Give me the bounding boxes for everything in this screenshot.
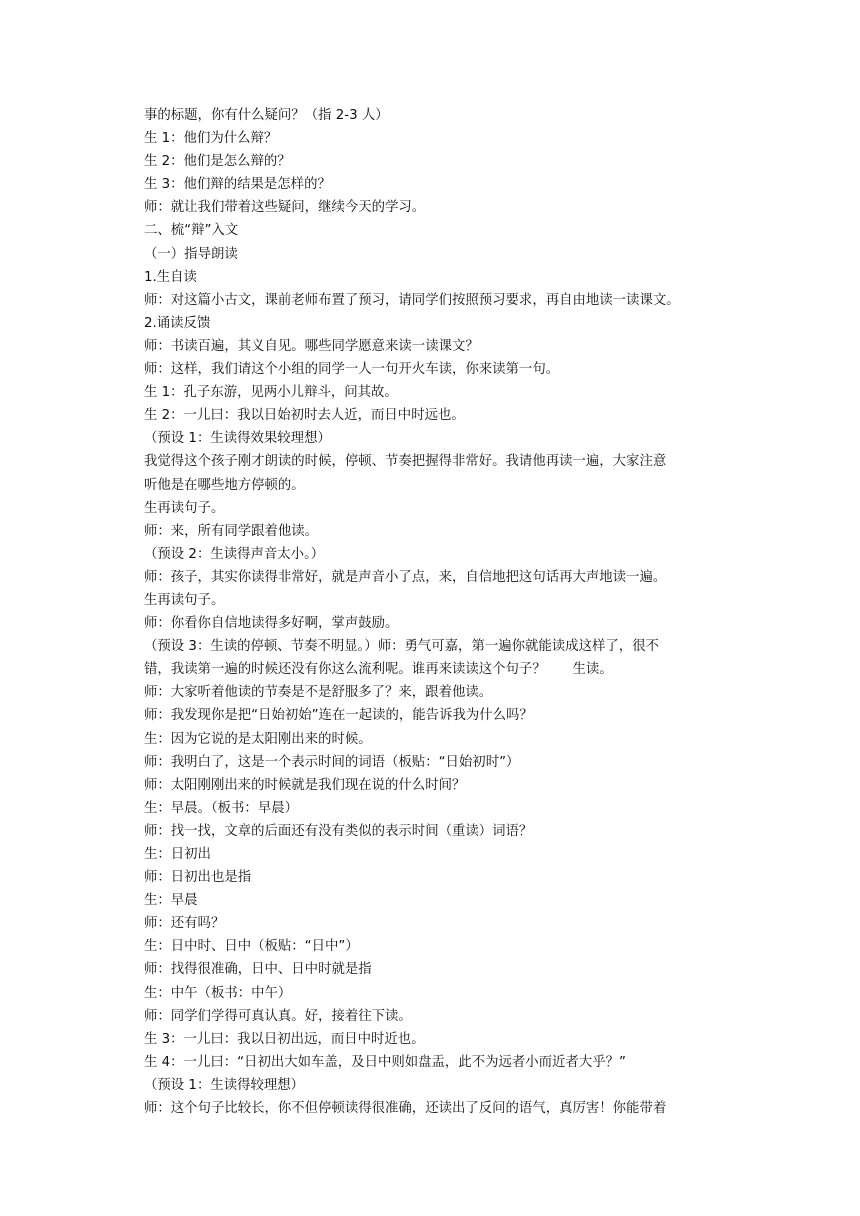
text-line: 错，我读第一遍的时候还没有你这么流利呢。谁再来读读这个句子？ 生读。 (144, 662, 613, 678)
text-line: 生 2：他们是怎么辩的？ (144, 154, 291, 170)
text-line: 师：书读百遍，其义自见。哪些同学愿意来读一读课文？ (144, 338, 479, 354)
text-line: 事的标题，你有什么疑问？（指 2-3 人） (144, 108, 389, 123)
text-line: 生 3：他们辩的结果是怎样的？ (144, 177, 331, 193)
text-line: 师：找一找，文章的后面还有没有类似的表示时间（重读）词语？ (144, 823, 533, 839)
text-line: 师：同学们学得可真认真。好，接着往下读。 (144, 1008, 412, 1024)
text-line: 师：这样，我们请这个小组的同学一人一句开火车读，你来读第一句。 (144, 362, 560, 378)
text-line: 师：我明白了，这是一个表示时间的词语（板贴：“日始初时”） (144, 754, 520, 770)
text-line: （预设 2：生读得声音太小。） (144, 546, 325, 562)
text-line: （预设 3：生读的停顿、节奏不明显。）师：勇气可嘉，第一遍你就能读成这样了，很不 (144, 639, 659, 655)
text-line: 生：中午（板书：中午） (144, 985, 292, 1001)
text-line: 生 1：孔子东游，见两小儿辩斗，问其故。 (144, 385, 398, 401)
step-heading: 1.生自读 (144, 269, 197, 285)
text-line: 师：这个句子比较长，你不但停顿读得很准确，还读出了反问的语气，真厉害！你能带着 (144, 1101, 667, 1117)
step-heading: 2.诵读反馈 (144, 315, 211, 331)
text-line: 生：早晨 (144, 893, 198, 909)
text-line: 师：日初出也是指 (144, 870, 252, 886)
text-line: 听他是在哪些地方停顿的。 (144, 477, 305, 493)
text-line: （预设 1：生读得效果较理想） (144, 431, 331, 447)
document-body (144, 104, 744, 1120)
text-line: 师：孩子，其实你读得非常好，就是声音小了点，来，自信地把这句话再大声地读一遍。 (144, 569, 667, 585)
text-line: 生 4：一儿曰：“日初出大如车盖，及日中则如盘盂，此不为远者小而近者大乎？” (144, 1054, 626, 1070)
text-line: 生：因为它说的是太阳刚出来的时候。 (144, 731, 372, 747)
text-line: 生 1：他们为什么辩？ (144, 131, 278, 147)
section-heading: 二、梳“辩”入文 (144, 223, 239, 239)
text-line: 师：你看你自信地读得多好啊，掌声鼓励。 (144, 616, 399, 632)
text-line: 生再读句子。 (144, 500, 225, 516)
subsection-heading: （一）指导朗读 (144, 246, 238, 262)
text-line: 师：太阳刚刚出来的时候就是我们现在说的什么时间？ (144, 777, 466, 793)
text-line: 生：日中时、日中（板贴：“日中”） (144, 939, 359, 955)
text-line: 师：对这篇小古文，课前老师布置了预习，请同学们按照预习要求，再自由地读一读课文。 (144, 292, 680, 308)
text-line: 生 3：一儿曰：我以日初出远，而日中时近也。 (144, 1031, 425, 1047)
text-line: （预设 1：生读得较理想） (144, 1077, 305, 1093)
text-line: 师：找得很准确，日中、日中时就是指 (144, 962, 372, 978)
text-line: 生再读句子。 (144, 592, 225, 608)
text-line: 生：日初出 (144, 847, 211, 862)
text-line: 生 2：一儿曰：我以日始初时去人近，而日中时远也。 (144, 408, 465, 424)
text-line: 师：大家听着他读的节奏是不是舒服多了？来，跟着他读。 (144, 685, 493, 701)
text-line: 我觉得这个孩子刚才朗读的时候，停顿、节奏把握得非常好。我请他再读一遍，大家注意 (144, 454, 667, 470)
text-line: 师：就让我们带着这些疑问，继续今天的学习。 (144, 200, 426, 216)
text-line: 师：还有吗？ (144, 916, 225, 932)
text-line: 师：我发现你是把“日始初始”连在一起读的，能告诉我为什么吗？ (144, 708, 533, 724)
text-line: 师：来，所有同学跟着他读。 (144, 523, 319, 539)
text-line: 生：早晨。（板书：早晨） (144, 800, 298, 816)
